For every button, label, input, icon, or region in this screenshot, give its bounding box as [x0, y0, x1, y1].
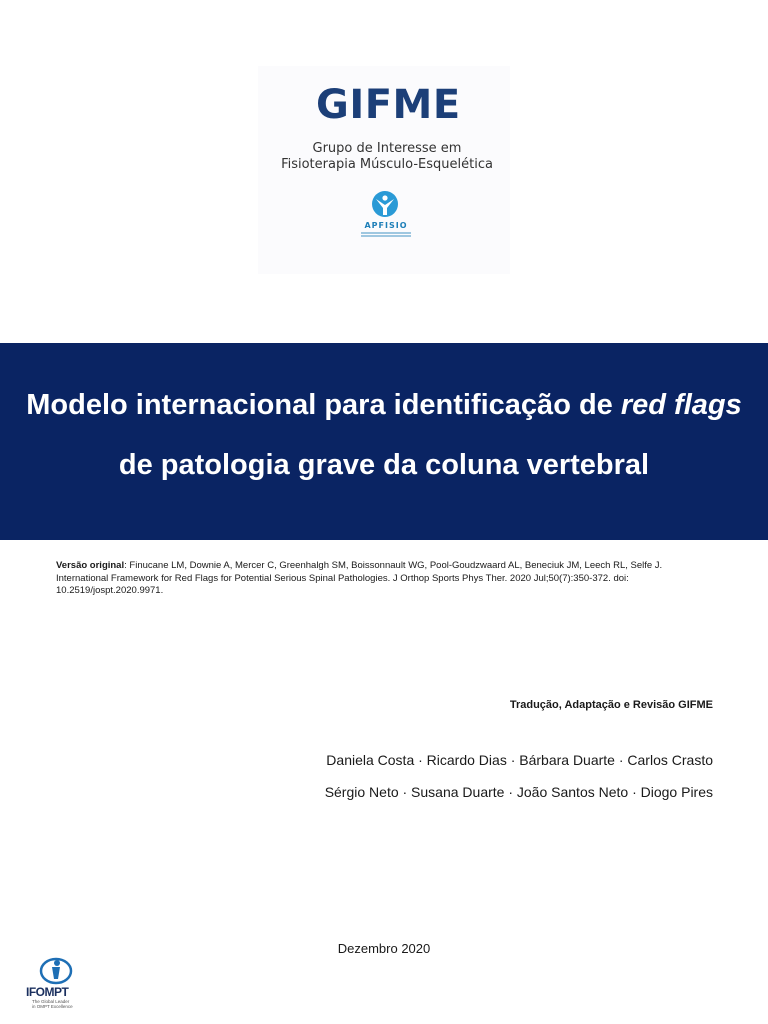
- authors-line1: Daniela Costa · Ricardo Dias · Bárbara Duarte · Carlos Crasto: [326, 752, 713, 768]
- ifompt-logo-name: IFOMPT: [26, 985, 69, 999]
- reference-text: : Finucane LM, Downie A, Mercer C, Greenhalgh SM, Boissonnault WG, Pool-Goudzwaard AL, Beneciuk JM, Leech RL, Selfe J. International Framework for Red Flags for Potential Serious Spinal Pathologies. J Orthop Sports Phys Ther. 2020 Jul;50(7):350-372. doi: 10.2519/jospt.2020.9971.: [56, 560, 663, 596]
- document-title-line1: [0, 389, 768, 422]
- reference-label: Versão original: [56, 560, 125, 571]
- title-text: Modelo internacional para identificação de: [26, 389, 621, 421]
- gifme-subtitle-line2: Fisioterapia Músculo-Esquelética: [281, 157, 493, 172]
- ifompt-logo-tagline: [32, 999, 73, 1009]
- translation-credits-heading: Tradução, Adaptação e Revisão GIFME: [509, 699, 713, 711]
- title-italic-text: red flags: [620, 389, 742, 421]
- apfisio-logo-icon: [371, 190, 399, 218]
- ifompt-tagline-line1: The Global Leader: [32, 999, 70, 1004]
- document-title-line2: de patologia grave da coluna vertebral: [118, 449, 650, 481]
- gifme-logo-title: GIFME: [316, 82, 461, 128]
- original-version-reference: [56, 560, 716, 598]
- apfisio-logo-name: APFISIO: [364, 221, 408, 230]
- title-banner: [0, 343, 768, 540]
- gifme-logo-subtitle: [277, 141, 497, 173]
- apfisio-logo-tagline: [355, 231, 417, 239]
- authors-line2: Sérgio Neto · Susana Duarte · João Santos Neto · Diogo Pires: [324, 784, 713, 800]
- publication-date: Dezembro 2020: [337, 941, 431, 956]
- ifompt-tagline-line2: in OMPT Excellence: [32, 1004, 73, 1009]
- gifme-subtitle-line1: Grupo de Interesse em: [312, 141, 462, 156]
